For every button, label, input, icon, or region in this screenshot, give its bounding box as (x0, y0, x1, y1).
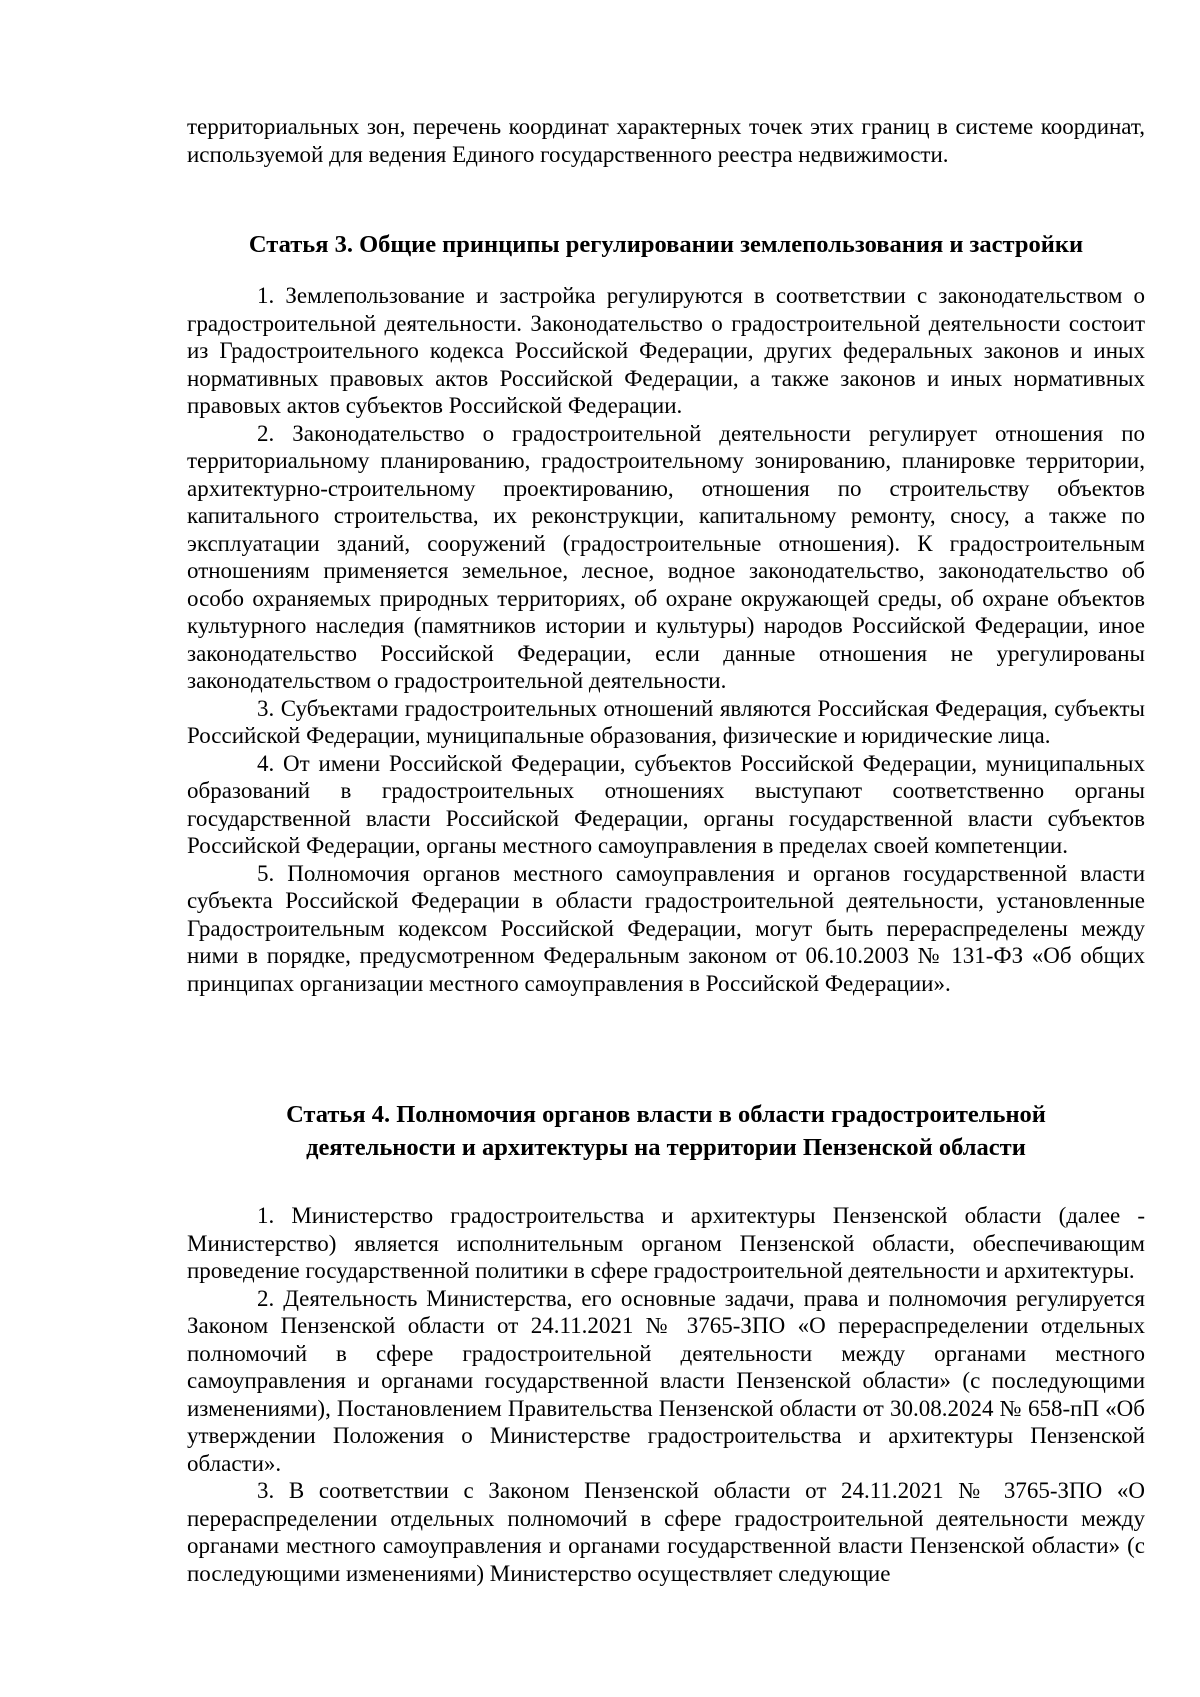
article-4-body (187, 1202, 1145, 1587)
article-3-paragraph-1: 1. Землепользование и застройка регулируются в соответствии с законодательством о градостроительной деятельности. Законодательство о градостроительной деятельности состоит из Градостроительного кодекса Российской Федерации, других федеральных законов и иных нормативных правовых актов Российской Федерации, а также законов и иных нормативных правовых актов субъектов Российской Федерации. (187, 283, 1145, 418)
intro-text-block (187, 113, 1145, 168)
article-4-heading-line-1: Статья 4. Полномочия органов власти в области градостроительной (286, 1101, 1046, 1128)
article-3-paragraph-5: 5. Полномочия органов местного самоуправления и органов государственной власти субъекта Российской Федерации в области градостроительной деятельности, установленные Градостроительным кодексом Российской Федерации, могут быть перераспределены между ними в порядке, предусмотренном Федеральным законом от 06.10.2003 № 131-ФЗ «Об общих принципах организации местного самоуправления в Российской Федерации». (187, 860, 1145, 996)
article-4-paragraph-3: 3. В соответствии с Законом Пензенской области от 24.11.2021 № 3765-ЗПО «О перераспределении отдельных полномочий в сфере градостроительной деятельности между органами местного самоуправления и органами государственной власти Пензенской области» (с последующими изменениями) Министерство осуществляет следующие (187, 1478, 1145, 1586)
article-4-heading-line-2: деятельности и архитектуры на территории Пензенской области (306, 1134, 1026, 1161)
article-3-paragraph-2: 2. Законодательство о градостроительной деятельности регулирует отношения по территориальному планированию, градостроительному зонированию, планировке территории, архитектурно-строительному проектированию, отношения по строительству объектов капитального строительства, их реконструкции, капитальному ремонту, сносу, а также по эксплуатации зданий, сооружений (градостроительные отношения). К градостроительным отношениям применяется земельное, лесное, водное законодательство, законодательство об особо охраняемых природных территориях, об охране окружающей среды, об охране объектов культурного наследия (памятников истории и культуры) народов Российской Федерации, иное законодательство Российской Федерации, если данные отношения не урегулированы законодательством о градостроительной деятельности. (187, 420, 1145, 693)
article-3-paragraph-3: 3. Субъектами градостроительных отношений являются Российская Федерация, субъекты Российской Федерации, муниципальные образования, физические и юридические лица. (187, 695, 1145, 748)
article-4-paragraph-2: 2. Деятельность Министерства, его основные задачи, права и полномочия регулируется Законом Пензенской области от 24.11.2021 № 3765-ЗПО «О перераспределении отдельных полномочий в сфере градостроительной деятельности между органами местного самоуправления и органами государственной власти Пензенской области» (с последующими изменениями), Постановлением Правительства Пензенской области от 30.08.2024 № 658-пП «Об утверждении Положения о Министерстве градостроительства и архитектуры Пензенской области». (187, 1285, 1145, 1476)
article-3-heading: Статья 3. Общие принципы регулировании землепользования и застройки (248, 231, 1084, 258)
intro-paragraph: территориальных зон, перечень координат характерных точек этих границ в системе координат, используемой для ведения Единого государственного реестра недвижимости. (187, 114, 1145, 167)
article-3-body (187, 282, 1145, 997)
article-4-paragraph-1: 1. Министерство градостроительства и архитектуры Пензенской области (далее - Министерство) является исполнительным органом Пензенской области, обеспечивающим проведение государственной политики в сфере градостроительной деятельности и архитектуры. (187, 1203, 1145, 1283)
article-3-paragraph-4: 4. От имени Российской Федерации, субъектов Российской Федерации, муниципальных образований в градостроительных отношениях выступают соответственно органы государственной власти Российской Федерации, органы государственной власти субъектов Российской Федерации, органы местного самоуправления в пределах своей компетенции. (187, 750, 1145, 858)
article-4-heading (187, 1098, 1145, 1164)
